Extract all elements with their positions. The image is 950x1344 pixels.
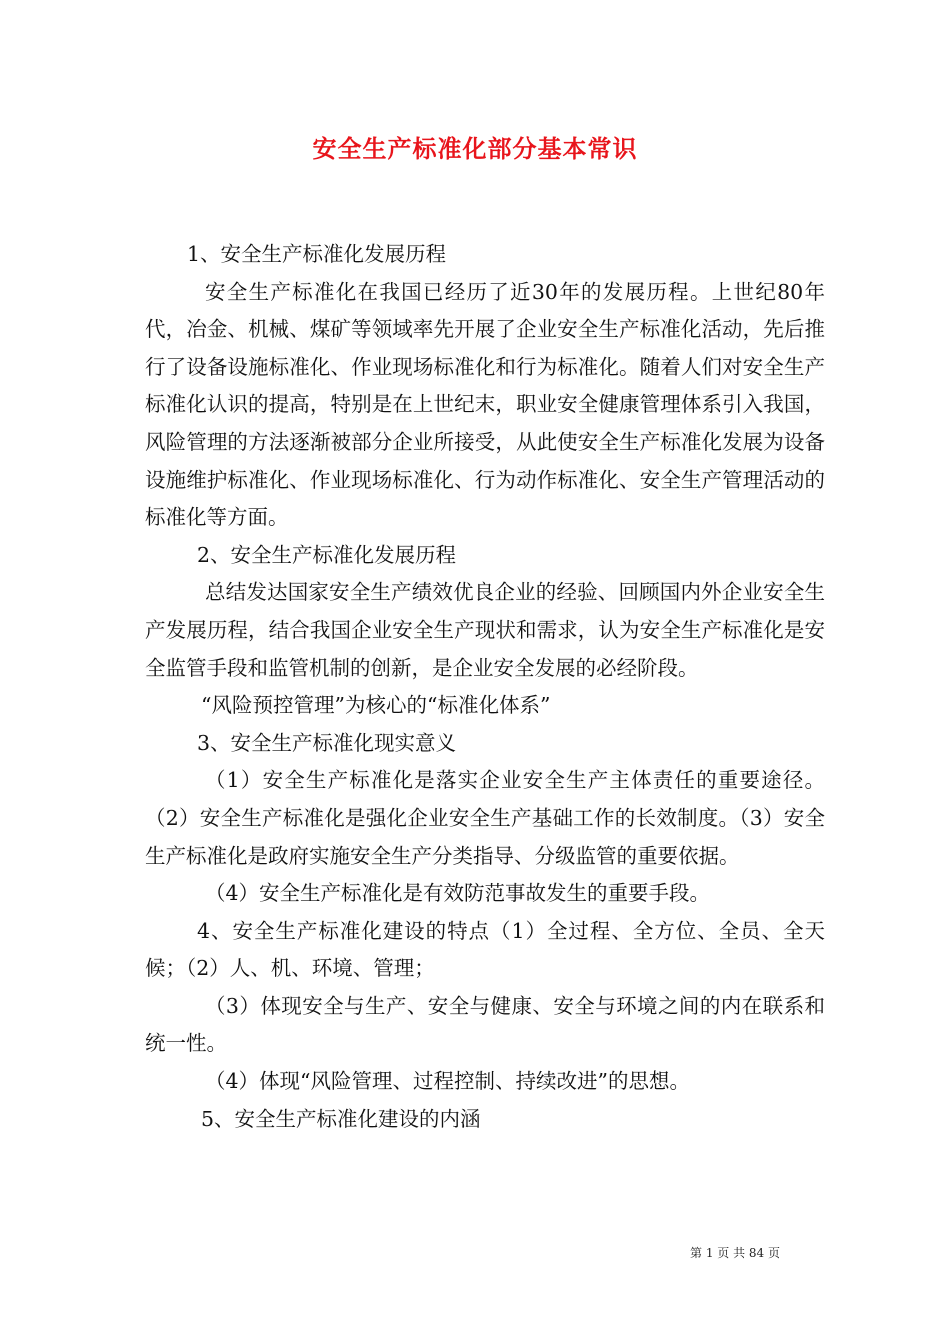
section-heading-1: 1、安全生产标准化发展历程 bbox=[187, 242, 447, 266]
paragraph-significance: （1）安全生产标准化是落实企业安全生产主体责任的重要途径。（2）安全生产标准化是强化企业安全生产基础工作的长效制度。（3）安全生产标准化是政府实施安全生产分类指导、分级监管的重要依据。 bbox=[145, 768, 825, 868]
section-heading-4: 4、安全生产标准化建设的特点（1）全过程、全方位、全员、全天候；（2）人、机、环境、管理； bbox=[145, 918, 825, 981]
section-heading-3: 3、安全生产标准化现实意义 bbox=[197, 730, 457, 755]
document-body bbox=[145, 236, 825, 1138]
document-title: 安全生产标准化部分基本常识 bbox=[312, 134, 638, 163]
paragraph-feature-4: （4）体现“风险管理、过程控制、持续改进”的思想。 bbox=[205, 1069, 691, 1094]
section-heading-5: 5、安全生产标准化建设的内涵 bbox=[201, 1106, 481, 1131]
paragraph-core-statement: “风险预控管理”为核心的“标准化体系” bbox=[201, 693, 551, 718]
paragraph-history: 安全生产标准化在我国已经历了近30年的发展历程。上世纪80年代，冶金、机械、煤矿等领域率先开展了企业安全生产标准化活动，先后推行了设备设施标准化、作业现场标准化和行为标准化。随着人们对安全生产标准化认识的提高，特别是在上世纪末，职业安全健康管理体系引入我国，风险管理的方法逐渐被部分企业所接受，从此使安全生产标准化发展为设备设施维护标准化、作业现场标准化、行为动作标准化、安全生产管理活动的标准化等方面。 bbox=[145, 279, 825, 530]
section-heading-2: 2、安全生产标准化发展历程 bbox=[197, 542, 457, 567]
paragraph-feature-3: （3）体现安全与生产、安全与健康、安全与环境之间的内在联系和统一性。 bbox=[145, 993, 825, 1056]
paragraph-significance-4: （4）安全生产标准化是有效防范事故发生的重要手段。 bbox=[205, 881, 711, 906]
page-number: 第 1 页 共 84 页 bbox=[690, 1246, 780, 1260]
paragraph-summary: 总结发达国家安全生产绩效优良企业的经验、回顾国内外企业安全生产发展历程，结合我国企业安全生产现状和需求，认为安全生产标准化是安全监管手段和监管机制的创新，是企业安全发展的必经阶段。 bbox=[145, 580, 825, 680]
